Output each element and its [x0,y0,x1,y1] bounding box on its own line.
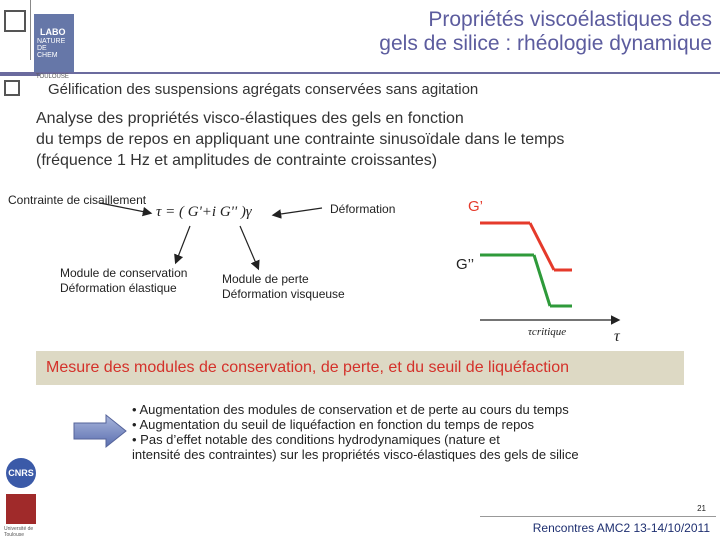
paragraph-line-1: Analyse des propriétés visco-élastiques des gels en fonction [36,110,464,127]
list-item: • Pas d’effet notable des conditions hydrodynamiques (nature et [132,432,500,447]
page-number: 21 [697,504,706,513]
paragraph-line-3: (fréquence 1 Hz et amplitudes de contrainte croissantes) [36,152,438,169]
loss-modulus-line-1: Module de perte [222,272,309,286]
strain-label: Déformation [330,202,396,216]
list-item: • Augmentation du seuil de liquéfaction en fonction du temps de repos [132,417,535,432]
logo-text-3: DE [37,45,47,52]
university-logo [6,494,36,524]
list-item: intensité des contraintes) sur les propriétés visco-élastiques des gels de silice [132,447,579,462]
conclusions-list [132,402,692,462]
title-line-1: Propriétés viscoélastiques des [428,8,712,31]
cnrs-logo: CNRS [6,458,36,488]
subtitle: Gélification des suspensions agrégats conservées sans agitation [48,81,479,98]
logo-text-4: CHEM [37,52,58,59]
x-axis-label: τ [614,328,620,345]
banner-text: Mesure des modules de conservation, de perte, et du seuil de liquéfaction [46,359,569,376]
arrow-to-tau [100,203,150,213]
constitutive-equation: τ = ( G'+i G'' )γ [156,204,252,220]
conclusion-arrow-icon [72,412,128,450]
arrow-to-loss [240,226,258,268]
arrow-to-gamma [274,208,322,215]
critical-stress-label: τcritique [528,326,567,338]
g-prime-label: G’ [468,198,483,215]
footer-rule [480,516,716,517]
storage-modulus-line-2: Déformation élastique [60,281,177,295]
loss-modulus-line-2: Déformation visqueuse [222,287,345,301]
g-prime-curve-drop [530,223,554,270]
logo-caption: TOULOUSE [36,74,69,80]
list-item: • Augmentation des modules de conservation et de perte au cours du temps [132,402,569,417]
g-double-prime-label: G’’ [456,256,475,273]
g-double-curve-drop [534,255,550,306]
measurement-banner [36,351,684,385]
storage-modulus-line-1: Module de conservation [60,266,188,280]
logo-text-2: NATURE [37,38,66,45]
arrow-to-storage [176,226,190,262]
title-line-2: gels de silice : rhéologie dynamique [379,32,712,55]
footer-text: Rencontres AMC2 13-14/10/2011 [532,521,710,535]
university-logo-caption: Université de Toulouse [4,526,34,538]
shear-stress-label: Contrainte de cisaillement [8,193,147,207]
paragraph-line-2: du temps de repos en appliquant une contrainte sinusoïdale dans le temps [36,131,565,148]
logo-text-1: LABO [40,27,66,37]
